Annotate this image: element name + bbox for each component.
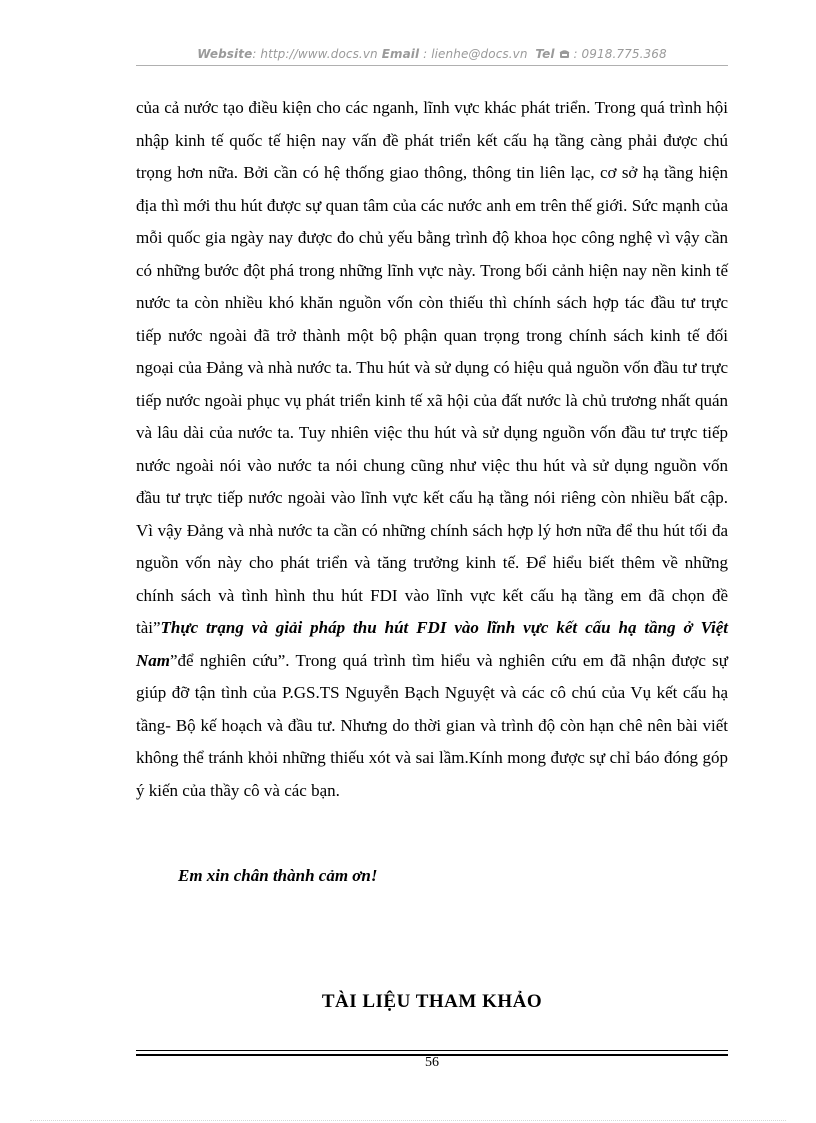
tel-label: Tel xyxy=(535,47,555,61)
body-text-before-title: của cả nước tạo điều kiện cho các nganh, lĩnh vực khác phát triển. Trong quá trình hội nhập kinh tế quốc tế hiện nay vấn đề phát triển kết cấu hạ tầng càng phải được chú trọng hơn nữa. Bởi cần có hệ thống giao thông, thông tin liên lạc, cơ sở hạ tầng hiện địa thì mới thu hút được sự quan tâm của các nước anh em trên thế giới. Sức mạnh của mỗi quốc gia ngày nay được đo chủ yếu bằng trình độ khoa học công nghệ vì vậy cần có những bước đột phá trong những lĩnh vực này. Trong bối cảnh hiện nay nền kinh tế nước ta còn nhiều khó khăn nguồn vốn còn thiếu thì chính sách hợp tác đầu tư trực tiếp nước ngoài đã trở thành một bộ phận quan trọng trong chính sách kinh tế đối ngoại của Đảng và nhà nước ta. Thu hút và sử dụng có hiệu quả nguồn vốn đầu tư trực tiếp nước ngoài phục vụ phát triển kinh tế xã hội của đất nước là chủ trương nhất quán và lâu dài của nước ta. Tuy nhiên việc thu hút và sử dụng nguồn vốn đầu tư trực tiếp nước ngoài nói vào nước ta nói chung cũng như việc thu hút và sử dụng nguồn vốn đầu tư trực tiếp nước ngoài vào lĩnh vực kết cấu hạ tầng nói riêng còn nhiều bất cập. Vì vậy Đảng và nhà nước ta cần có những chính sách hợp lý hơn nữa để thu hút tối đa nguồn vốn này cho phát triển và tăng trưởng kinh tế. Để hiểu biết thêm về những chính sách và tình hình thu hút FDI vào lĩnh vực kết cấu hạ tầng em đã chọn đề tài” xyxy=(136,98,728,637)
thesis-title: Thực trạng và giải pháp thu hút FDI vào lĩnh vực kết cấu hạ tầng ở Việt Nam xyxy=(136,618,728,670)
body-text xyxy=(136,92,728,807)
email-value: : lienhe@docs.vn xyxy=(419,47,528,61)
email-label: Email xyxy=(381,47,420,61)
body-paragraph xyxy=(136,92,728,807)
page-number: 56 xyxy=(425,1055,439,1070)
website-label: Website xyxy=(197,47,253,61)
body-text-after-title: ”để nghiên cứu”. Trong quá trình tìm hiểu và nghiên cứu em đã nhận được sự giúp đỡ tận tình của P.GS.TS Nguyễn Bạch Nguyệt và các cô chú của Vụ kết cấu hạ tầng- Bộ kế hoạch và đầu tư. Nhưng do thời gian và trình độ còn hạn chê nên bài viết không thể tránh khỏi những thiếu xót và sai lầm.Kính mong được sự chỉ báo đóng góp ý kiến của thầy cô và các bạn. xyxy=(136,650,728,800)
phone-icon xyxy=(559,47,574,61)
header-rule xyxy=(136,65,728,66)
tel-value: : 0918.775.368 xyxy=(573,47,667,61)
references-heading: TÀI LIỆU THAM KHẢO xyxy=(321,991,543,1012)
page-bottom-border xyxy=(30,1120,786,1121)
website-value: : http://www.docs.vn xyxy=(252,47,378,61)
closing-thanks: Em xin chân thành cảm ơn! xyxy=(178,866,378,885)
page-header xyxy=(136,47,728,61)
